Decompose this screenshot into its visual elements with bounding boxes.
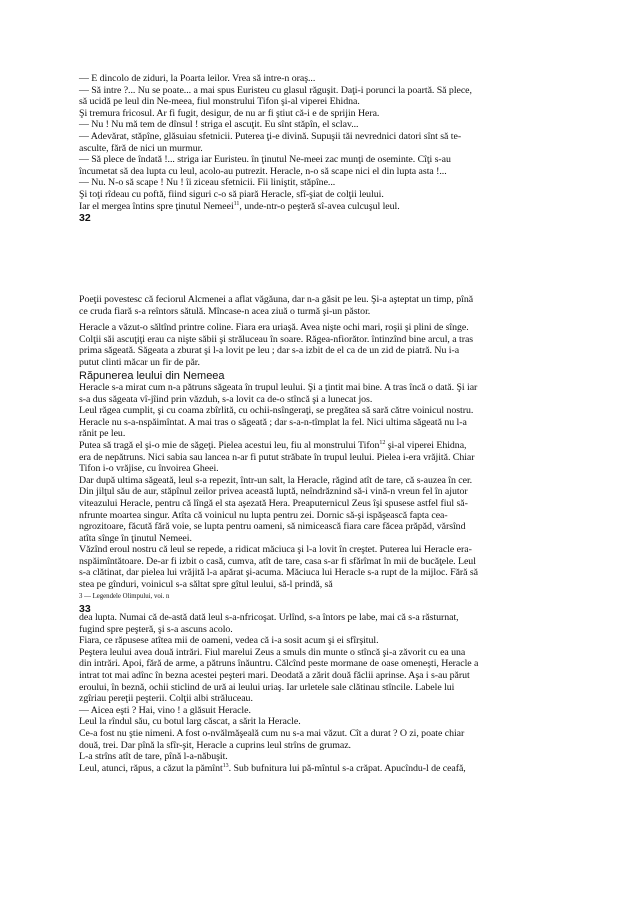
text-line: nfrunte moartea singur. Atîta că voinicul nu lupta pentru zei. Dornic să-şi ispăşească fapta cea-: [79, 509, 448, 521]
text-line: Leul răgea cumplit, şi cu coama zbîrlită, cu ochii-nsîngeraţi, se pregătea să sară către voinicul nostru.: [79, 405, 474, 417]
text-line-with-footnote: [79, 201, 559, 213]
text-line: ngrozitoare, făcută fără voie, se lupta pentru oameni, să nimicească fiara care făcea prăpăd, vărsînd: [79, 521, 466, 533]
text-line: — Adevărat, stăpîne, glăsuiau sfetnicii. Puterea ţi-e divină. Supuşii tăi nevrednici datori sînt să te-: [79, 130, 462, 142]
text-line: Dar după ultima săgeată, leul s-a repezit, într-un salt, la Heracle, răgind atît de tare, că s-auzea în cer.: [79, 474, 473, 486]
text-line: Şi toţi rîdeau cu poftă, fiind siguri c-o să piară Heracle, sfî-şiat de colţii leului.: [79, 188, 384, 200]
text-line: intrat tot mai adînc în bezna acestei peşteri mari. Deodată a zărit două făclii aprinse. Aşa i s-au părut: [79, 669, 470, 681]
text-line: Poeţii povestesc că feciorul Alcmenei a aflat văgăuna, dar n-a găsit pe leu. Şi-a aşteptat un timp, pînă: [79, 294, 474, 305]
page-number: 33: [79, 602, 91, 615]
text-line: s-a dus săgeata vî-jîind prin văzduh, s-a lovit ca de-o stîncă şi a lunecat jos.: [79, 393, 373, 405]
page-34-text: [79, 612, 559, 774]
page-footer: 3 — Legendele Olimpului, voi. n: [79, 592, 170, 600]
text-line: Colţii săi ascuţiţi erau ca nişte săbii şi străluceau în soare. Răgea-nfiorător. întinzînd bine arcul, a tras: [79, 333, 474, 345]
text-line: — Aicea eşti ? Hai, vino ! a glăsuit Heracle.: [79, 704, 251, 716]
text-line: dea lupta. Numai că de-astă dată leul s-a-nfricoşat. Urlînd, s-a întors pe labe, mai că s-a răsturnat,: [79, 612, 459, 623]
footnote-marker: 11: [233, 200, 240, 207]
section-heading: Răpunerea leului din Nemeea: [79, 369, 225, 382]
text-line: era de nepătruns. Nici sabia sau lancea n-ar fi putut străbate în trupul leului. Pielea i-era vrăjită. Chiar: [79, 451, 475, 463]
footnote-marker: 12: [379, 439, 386, 446]
text-line: asculte, fără de nici un murmur.: [79, 142, 203, 154]
text-fragment: Putea să tragă el şi-o mie de săgeţi. Pielea acestui leu, fiu al monstrului Tifon: [79, 439, 380, 451]
text-line: prima săgeată. Săgeata a zburat şi l-a lovit pe leu ; dar s-a izbit de el ca de un zid de piatră. Nu i-a: [79, 345, 460, 357]
text-line: Ce-a fost nu ştie nimeni. A fost o-nvălmăşeală cum nu s-a mai văzut. Cît a durat ? O zi, poate chiar: [79, 727, 465, 739]
text-line: Din jilţul său de aur, stăpînul zeilor privea această luptă, neîndrăznind să-i vină-n vreun fel în ajutor: [79, 486, 468, 498]
text-line: zgîriau pereţii peşterii. Colţii albi străluceau.: [79, 693, 253, 705]
text-line: Leul la rîndul său, cu botul larg căscat, a sărit la Heracle.: [79, 716, 301, 728]
text-line: Şi tremura fricosul. Ar fi fugit, desigur, de nu ar fi ştiut că-i e de sprijin Hera.: [79, 107, 380, 119]
text-line-with-footnote: [79, 763, 559, 775]
footnote-marker: 13: [222, 762, 229, 769]
page-number: 32: [79, 212, 91, 225]
text-line: s-a clătinat, dar pielea lui vrăjită l-a apărat şi-acuma. Măciuca lui Heracle s-a rupt de la mijloc. Fără să: [79, 567, 479, 579]
text-fragment: Iar el mergea întins spre ţinutul Nemeei: [79, 200, 234, 212]
page-32-text: [79, 73, 559, 224]
text-fragment: . Sub bufnitura lui pă-mîntul s-a crăpat. Apucîndu-l de ceafă,: [228, 762, 466, 774]
text-line: eroului, în beznă, ochii sticlind de ură ai leului uriaş. Iar urletele sale clătinau stîncile. Labele lui: [79, 681, 455, 693]
text-line: încumetat să dea lupta cu leul, acolo-au putrezit. Heracle, n-o să scape nici el din lupta asta !...: [79, 165, 447, 177]
text-line: — Nu. N-o să scape ! Nu ! îi ziceau sfetnicii. Fii liniştit, stăpîne...: [79, 177, 336, 189]
text-line: Heracle a văzut-o săltînd printre coline. Fiara era uriaşă. Avea nişte ochi mari, roşii şi plini de sînge.: [79, 322, 469, 334]
text-line: două, trei. Dar pînă la sfîr-şit, Heracle a cuprins leul strîns de grumaz.: [79, 739, 351, 751]
text-line: rănit pe leu.: [79, 428, 126, 440]
text-line: Heracle s-a mirat cum n-a pătruns săgeata în trupul leului. Şi a ţintit mai bine. A tras încă o dată. Şi iar: [79, 381, 478, 393]
text-line: stea pe gînduri, voinicul s-a săltat spre gîtul leului, să-l prindă, să: [79, 579, 333, 591]
text-fragment: Leul, atunci, răpus, a căzut la pămînt: [79, 762, 223, 774]
text-line: să ucidă pe leul din Ne-meea, fiul monstrului Tifon şi-al viperei Ehidna.: [79, 96, 360, 108]
text-line: fugind spre peşteră, şi s-a ascuns acolo.: [79, 623, 233, 635]
text-line: Tifon i-o vrăjise, cu învoirea Gheei.: [79, 463, 219, 475]
text-fragment: şi-al viperei Ehidna,: [385, 439, 467, 451]
page-33-text: [79, 294, 559, 615]
text-fragment: , unde-ntr-o peşteră sî-avea culcuşul leul.: [239, 200, 400, 212]
text-line: Văzînd eroul nostru că leul se repede, a ridicat măciuca şi l-a lovit în creştet. Puterea lui Heracle era-: [79, 544, 472, 556]
text-line: — Să plece de îndată !... striga iar Euristeu. în ţinutul Ne-meei zac munţi de oseminte. Cîţi s-au: [79, 154, 451, 166]
text-line-with-footnote: [79, 440, 559, 452]
text-line: atîta sînge în ţinutul Nemeei.: [79, 532, 192, 544]
text-line: viteazului Heracle, pentru că lîngă el sta aşezată Hera. Preaputernicul Zeus îşi spusese astfel fiul să-: [79, 497, 468, 509]
text-line: — Nu ! Nu mă tem de dînsul ! striga el ascuţit. Eu sînt stăpîn, el sclav...: [79, 119, 359, 131]
text-line: — E dincolo de ziduri, la Poarta leilor. Vrea să intre-n oraş...: [79, 73, 316, 84]
text-line: L-a strîns atît de tare, pînă l-a-năbuşit.: [79, 751, 228, 763]
text-line: Heracle nu s-a-nspăimîntat. A mai tras o săgeată ; dar s-a-n-tîmplat la fel. Nici ultima săgeată nu l-a: [79, 416, 467, 428]
text-line: Peştera leului avea două intrări. Fiul marelui Zeus a smuls din munte o stîncă şi-a zăvorit cu ea una: [79, 646, 466, 658]
text-line: nspăimîntătoare. De-ar fi izbit o casă, cumva, atît de tare, casa s-ar fi sfărîmat în mii de bucăţele. Leul: [79, 555, 476, 567]
text-line: din intrări. Apoi, fără de arme, a pătruns înăuntru. Călcînd peste mormane de oase omeneşti, Heracle a: [79, 658, 479, 670]
text-line: Fiara, ce răpusese atîtea mii de oameni, vedea că i-a sosit acum şi ei sfîrşitul.: [79, 635, 379, 647]
text-line: putut clinti măcar un fir de păr.: [79, 356, 200, 368]
text-line: — Să intre ?... Nu se poate... a mai spus Euristeu cu glasul răguşit. Daţi-i porunci la poartă. Să plece,: [79, 84, 472, 96]
text-line: ce cruda fiară s-a reîntors sătulă. Mîncase-n acea ziuă o turmă şi-un păstor.: [79, 305, 371, 317]
